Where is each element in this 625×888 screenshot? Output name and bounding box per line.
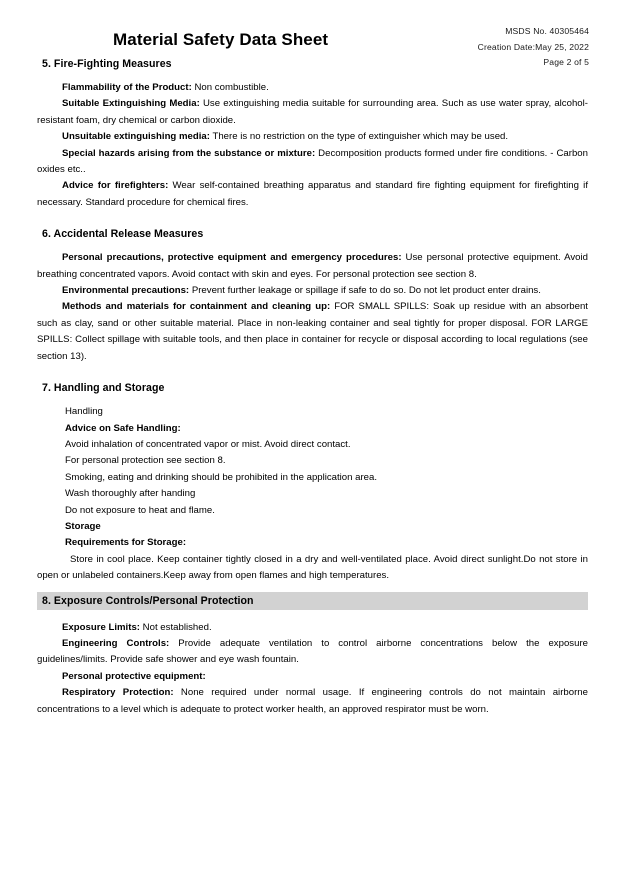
text-environmental-precautions: Prevent further leakage or spillage if safe to do so. Do not let product enter drains. — [189, 285, 541, 297]
label-suitable-media: Suitable Extinguishing Media: — [62, 98, 200, 110]
text-advice-firefighters: Wear self-contained breathing apparatus and standard fire fighting equipment for firefighting if necessary. Standard procedure for chemical fires. — [37, 180, 588, 208]
handling-line-5: Do not exposure to heat and flame. — [65, 504, 215, 516]
label-personal-protective-equipment: Personal protective equipment: — [62, 670, 206, 682]
page-title: Material Safety Data Sheet — [113, 30, 329, 49]
label-engineering-controls: Engineering Controls: — [62, 637, 170, 649]
paragraph-suitable-media — [37, 96, 588, 129]
storage-text: Store in cool place. Keep container tightly closed in a dry and well-ventilated place. Avoid direct sunlight.Do not store in open or unlabeled containers.Keep away from open flames and high temperatures. — [37, 553, 588, 582]
text-engineering-controls: Provide adequate ventilation to control airborne concentrations below the exposure guidelines/limits. Provide safe shower and eye wash fountain. — [37, 637, 588, 666]
text-respiratory-protection: None required under normal usage. If engineering controls do not maintain airborne concentrations to a level which is adequate to protect worker health, an approved respirator must be worn. — [37, 687, 588, 715]
label-respiratory-protection: Respiratory Protection: — [62, 687, 174, 699]
handling-line-2: For personal protection see section 8. — [65, 455, 226, 467]
document-body — [0, 58, 625, 718]
section-heading-8: 8. Exposure Controls/Personal Protection — [37, 592, 588, 610]
label-unsuitable-media: Unsuitable extinguishing media: — [62, 131, 210, 143]
paragraph-flammability — [37, 80, 588, 96]
text-flammability: Non combustible. — [191, 82, 269, 93]
paragraph-special-hazards — [37, 146, 588, 179]
paragraph-unsuitable-media — [37, 129, 588, 145]
label-exposure-limits: Exposure Limits: — [62, 621, 140, 633]
text-personal-precautions: Use personal protective equipment. Avoid breathing concentrated vapors. Avoid contact with skin and eyes. For personal protection see section 8. — [37, 252, 588, 280]
label-containment-cleanup: Methods and materials for containment and cleaning up: — [62, 301, 331, 313]
text-suitable-media: Use extinguishing media suitable for surrounding area. Such as use water spray, alcohol-resistant foam, dry chemical or carbon dioxide. — [37, 98, 588, 126]
text-containment-cleanup: FOR SMALL SPILLS: Soak up residue with an absorbent such as clay, sand or other suitable material. Place in non-leaking container and seal tightly for proper disposal. FOR LARGE SPILLS: Collect spillage with suitable tools, and then place in container for recycle or disposal according to local regulations (see section 13). — [37, 301, 588, 362]
label-advice-firefighters: Advice for firefighters: — [62, 180, 169, 192]
section-heading-6: 6. Accidental Release Measures — [42, 228, 204, 241]
paragraph-environmental-precautions — [37, 283, 588, 299]
creation-date: Creation Date:May 25, 2022 — [477, 41, 589, 52]
section-heading-5: 5. Fire-Fighting Measures — [42, 58, 172, 70]
handling-line-4: Wash thoroughly after handing — [65, 488, 196, 500]
header-metadata — [478, 24, 589, 71]
text-special-hazards: Decomposition products formed under fire conditions. - Carbon oxides etc.. — [37, 147, 588, 176]
label-flammability: Flammability of the Product: — [62, 82, 192, 93]
label-personal-precautions: Personal precautions, protective equipment and emergency procedures: — [62, 252, 402, 264]
label-environmental-precautions: Environmental precautions: — [62, 285, 190, 297]
text-unsuitable-media: There is no restriction on the type of extinguisher which may be used. — [209, 131, 509, 143]
section-heading-7: 7. Handling and Storage — [42, 382, 165, 395]
paragraph-engineering-controls — [37, 636, 588, 669]
paragraph-personal-protective-equipment — [37, 669, 588, 685]
label-special-hazards: Special hazards arising from the substance or mixture: — [62, 147, 316, 159]
handling-line-3: Smoking, eating and drinking should be prohibited in the application area. — [65, 471, 378, 483]
text-exposure-limits: Not established. — [140, 621, 212, 633]
handling-line-1: Avoid inhalation of concentrated vapor or mist. Avoid direct contact. — [65, 438, 351, 450]
subheading-handling: Handling — [65, 406, 103, 418]
paragraph-containment-cleanup — [37, 299, 588, 365]
msds-number: MSDS No. 40305464 — [505, 26, 589, 36]
paragraph-respiratory-protection — [37, 685, 588, 718]
page-number: Page 2 of 5 — [543, 57, 589, 67]
paragraph-advice-firefighters — [37, 178, 588, 211]
paragraph-exposure-limits — [37, 620, 588, 636]
subheading-storage: Storage — [65, 520, 101, 532]
subheading-advice-safe-handling: Advice on Safe Handling: — [65, 422, 181, 434]
subheading-storage-requirements: Requirements for Storage: — [65, 537, 187, 549]
paragraph-personal-precautions — [37, 250, 588, 283]
